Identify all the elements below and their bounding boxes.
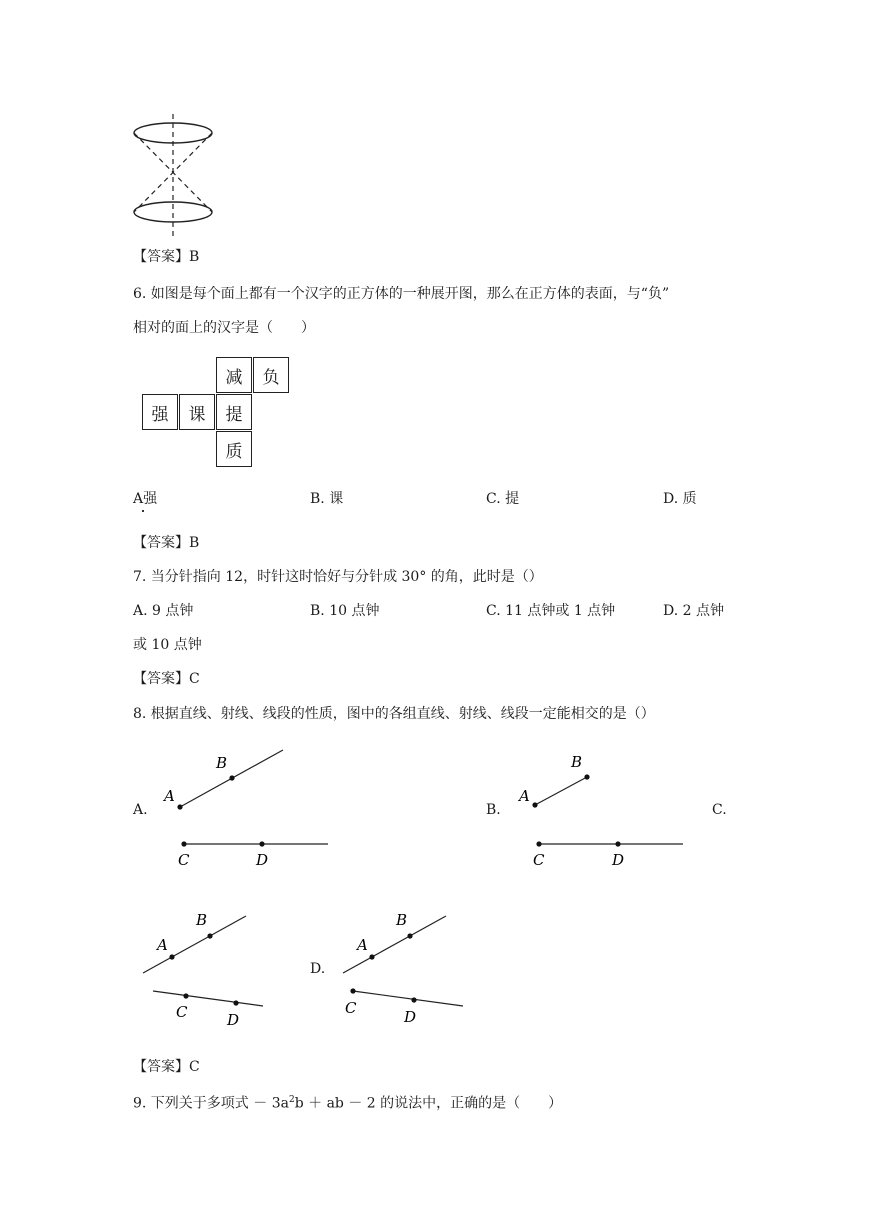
answer-7: 【答案】C — [133, 671, 200, 687]
q7-option-a: A. 9 点钟 — [133, 603, 194, 619]
question-9-exponent: 2 — [288, 1095, 295, 1105]
figure-d — [335, 905, 475, 1030]
q7-option-b: B. 10 点钟 — [310, 603, 380, 619]
q8-option-b: B. — [486, 802, 501, 818]
point-label-a: A — [164, 787, 175, 805]
net-cell: 课 — [179, 394, 215, 430]
q6-option-b: B. 课 — [310, 491, 344, 507]
question-8-line-1: 8. 根据直线、射线、线段的性质，图中的各组直线、射线、线段一定能相交的是（） — [133, 706, 655, 722]
point-label-c: C — [176, 1003, 188, 1021]
q8-option-d: D. — [310, 961, 326, 977]
q7-option-d: D. 2 点钟 — [663, 603, 724, 619]
point-label-d: D — [404, 1008, 417, 1026]
question-7-line-1: 7. 当分针指向 12，时针这时恰好与分针成 30° 的角，此时是（） — [133, 569, 543, 585]
point-label-c: C — [178, 851, 190, 869]
q7-option-c: C. 11 点钟或 1 点钟 — [486, 603, 616, 619]
net-cell: 负 — [253, 357, 289, 393]
question-9-text-suffix: b ＋ ab － 2 的说法中，正确的是（ ） — [294, 1095, 563, 1112]
answer-5: 【答案】B — [133, 249, 200, 265]
answer-8: 【答案】C — [133, 1059, 200, 1075]
question-9-text-prefix: 9. 下列关于多项式 － 3a — [133, 1095, 289, 1112]
point-label-d: D — [227, 1011, 240, 1029]
net-cell: 减 — [216, 357, 252, 393]
net-cell: 提 — [216, 394, 252, 430]
q6-option-c: C. 提 — [486, 491, 520, 507]
q6-option-a: A强 — [133, 491, 158, 507]
q8-option-c: C. — [712, 802, 727, 818]
figure-c — [135, 905, 275, 1030]
point-label-a: A — [357, 936, 368, 954]
point-label-a: A — [157, 936, 168, 954]
point-label-c: C — [345, 999, 357, 1017]
point-label-b: B — [216, 754, 228, 772]
figure-a — [150, 740, 340, 875]
point-label-d: D — [612, 851, 625, 869]
point-label-b: B — [571, 753, 583, 771]
answer-6: 【答案】B — [133, 535, 200, 551]
double-cone-figure — [128, 112, 220, 240]
q8-option-a: A. — [133, 802, 148, 818]
q6-option-d: D. 质 — [663, 491, 697, 507]
figure-b — [505, 745, 695, 875]
point-label-c: C — [533, 851, 545, 869]
question-6-line-2: 相对的面上的汉字是（ ） — [133, 320, 315, 336]
question-6-line-1: 6. 如图是每个面上都有一个汉字的正方体的一种展开图，那么在正方体的表面，与“负” — [133, 286, 670, 302]
net-cell: 强 — [142, 394, 178, 430]
point-label-b: B — [196, 911, 208, 929]
point-label-b: B — [396, 911, 408, 929]
dot-mark — [142, 510, 144, 512]
point-label-d: D — [256, 851, 269, 869]
net-cell: 质 — [216, 431, 252, 467]
cube-net — [142, 357, 292, 469]
question-9-line-1 — [133, 1090, 562, 1114]
point-label-a: A — [519, 787, 530, 805]
q7-option-d-wrap: 或 10 点钟 — [133, 637, 202, 653]
